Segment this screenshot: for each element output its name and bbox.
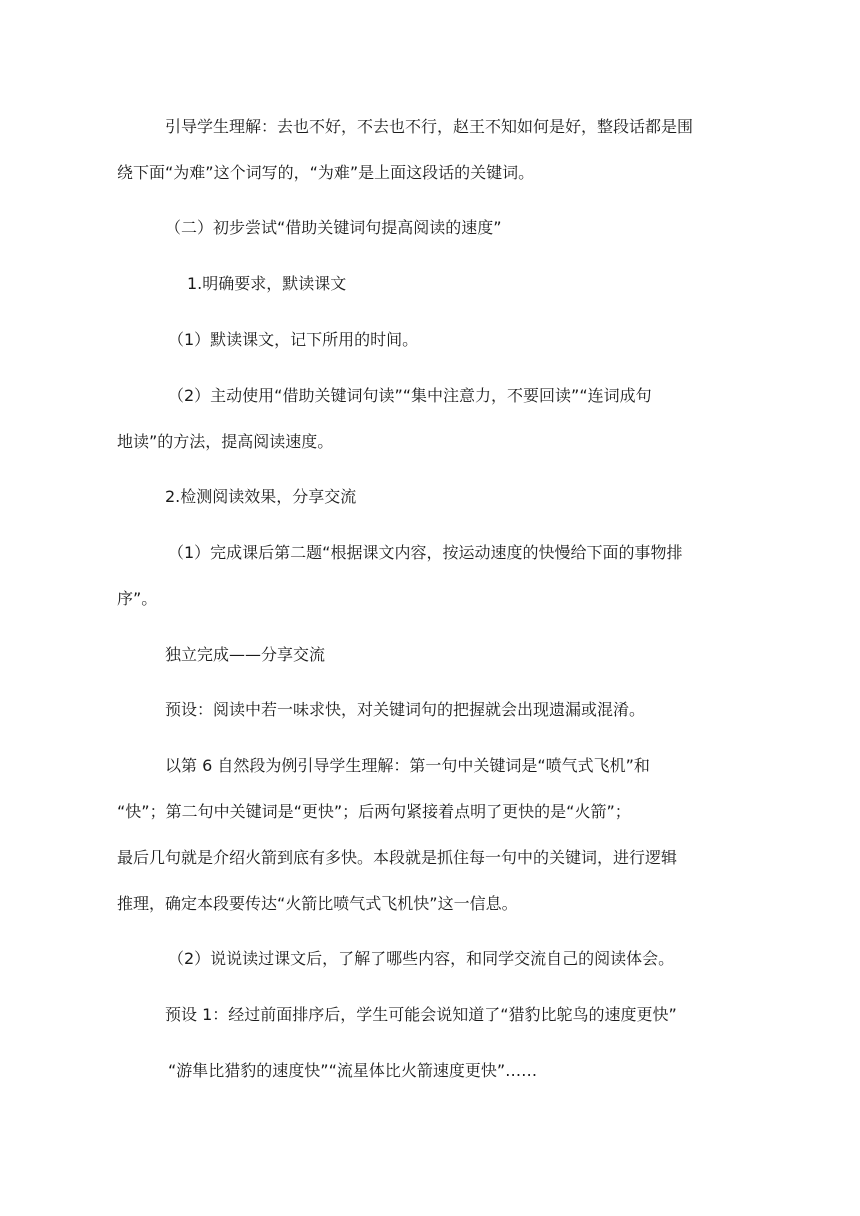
paragraph-line: （1）默读课文，记下所用的时间。 bbox=[168, 330, 419, 349]
paragraph-line: 最后几句就是介绍火箭到底有多快。本段就是抓住每一句中的关键词，进行逻辑 bbox=[117, 848, 678, 867]
paragraph-line: 地读”的方法，提高阅读速度。 bbox=[117, 432, 334, 451]
paragraph-line: “快”；第二句中关键词是“更快”；后两句紧接着点明了更快的是“火箭”； bbox=[117, 802, 631, 821]
paragraph-line: 独立完成——分享交流 bbox=[165, 645, 326, 664]
paragraph-line: （1）完成课后第二题“根据课文内容，按运动速度的快慢给下面的事物排 bbox=[168, 543, 683, 562]
paragraph-line: 推理，确定本段要传达“火箭比喷气式飞机快”这一信息。 bbox=[117, 894, 518, 913]
paragraph-line: 序”。 bbox=[117, 589, 158, 608]
paragraph-line: 引导学生理解：去也不好，不去也不行，赵王不知如何是好，整段话都是围 bbox=[165, 117, 694, 136]
paragraph-line: 预设：阅读中若一味求快，对关键词句的把握就会出现遗漏或混淆。 bbox=[165, 700, 646, 719]
paragraph-line: 预设 1：经过前面排序后，学生可能会说知道了“猎豹比鸵鸟的速度更快” bbox=[165, 1005, 677, 1024]
section-heading: （二）初步尝试“借助关键词句提高阅读的速度” bbox=[165, 218, 502, 237]
paragraph-line: 以第 6 自然段为例引导学生理解：第一句中关键词是“喷气式飞机”和 bbox=[165, 756, 650, 775]
paragraph-line: 绕下面“为难”这个词写的，“为难”是上面这段话的关键词。 bbox=[117, 163, 535, 182]
paragraph-line: （2）主动使用“借助关键词句读”“集中注意力，不要回读”“连词成句 bbox=[168, 386, 652, 405]
step-heading: 1.明确要求，默读课文 bbox=[187, 274, 347, 293]
paragraph-line: “游隼比猎豹的速度快”“流星体比火箭速度更快”…… bbox=[168, 1061, 538, 1080]
step-heading: 2.检测阅读效果，分享交流 bbox=[165, 487, 357, 506]
paragraph-line: （2）说说读过课文后，了解了哪些内容，和同学交流自己的阅读体会。 bbox=[168, 949, 675, 968]
